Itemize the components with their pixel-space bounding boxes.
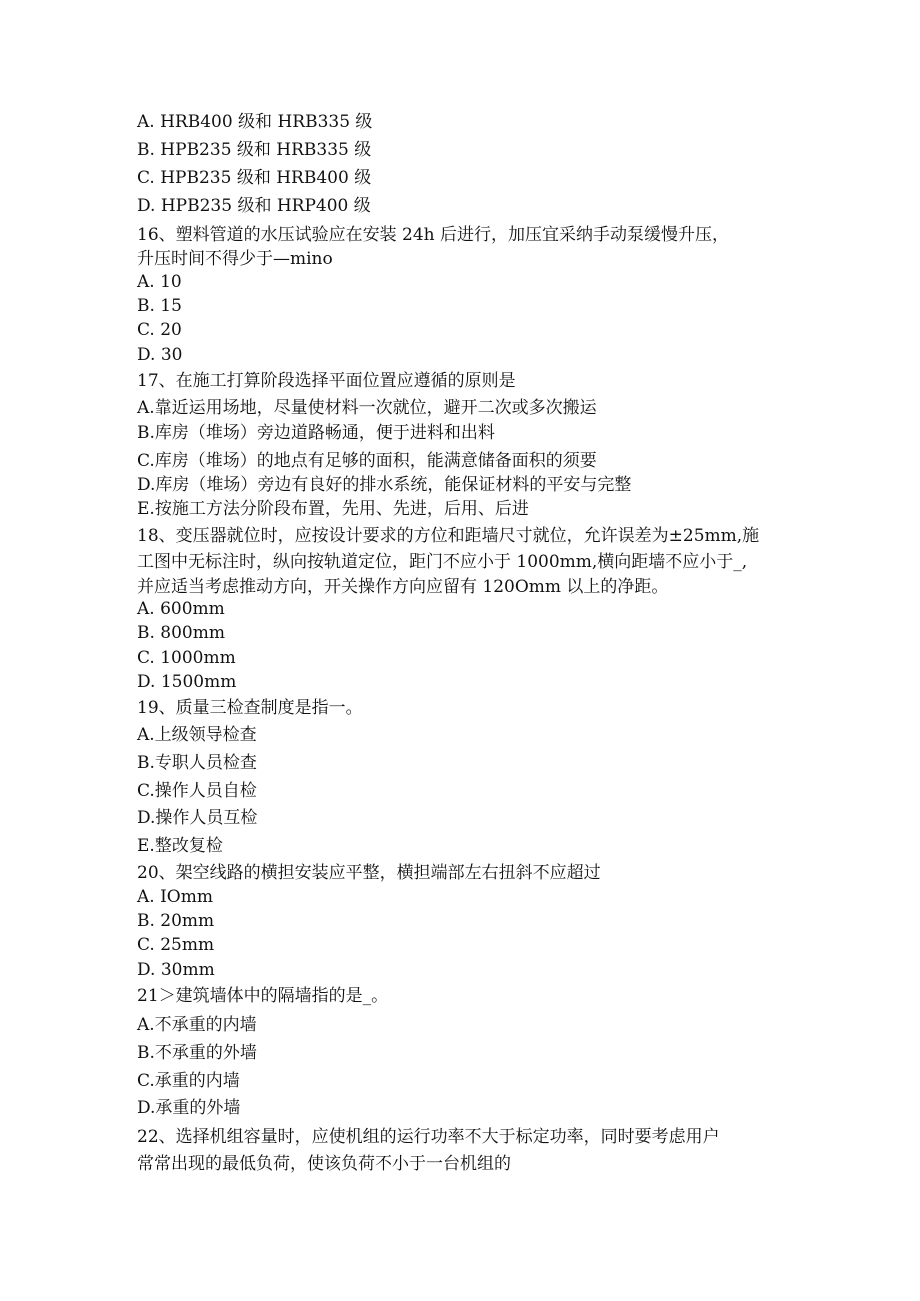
text-line: D.承重的外墙 <box>137 1098 241 1118</box>
text-line: 升压时间不得少于—mino <box>137 249 333 269</box>
text-line: 并应适当考虑推动方向，开关操作方向应留有 120Omm 以上的净距。 <box>137 577 669 597</box>
text-line: 21＞建筑墙体中的隔墙指的是_。 <box>137 986 389 1006</box>
text-line: A. 600mm <box>137 599 225 619</box>
text-line: B. 20mm <box>137 911 215 931</box>
text-line: B.库房（堆场）旁边道路畅通，便于进料和出料 <box>137 423 495 443</box>
text-line: C. 1000mm <box>137 648 236 668</box>
text-line: 16、塑料管道的水压试验应在安装 24h 后进行，加压宜采纳手动泵缓慢升压， <box>137 225 730 245</box>
text-line: E.按施工方法分阶段布置，先用、先进，后用、后进 <box>137 499 529 519</box>
text-line: 19、质量三检查制度是指一。 <box>137 698 363 718</box>
text-line: B. HPB235 级和 HRB335 级 <box>137 140 372 160</box>
text-line: E.整改复检 <box>137 836 223 856</box>
text-line: 20、架空线路的横担安装应平整，横担端部左右扭斜不应超过 <box>137 863 601 883</box>
text-line: D. 1500mm <box>137 672 237 692</box>
text-line: A.靠近运用场地，尽量使材料一次就位，避开二次或多次搬运 <box>137 398 597 418</box>
text-line: D. HPB235 级和 HRP400 级 <box>137 196 371 216</box>
text-line: B.专职人员检查 <box>137 753 257 773</box>
text-line: D. 30mm <box>137 960 215 980</box>
text-line: 18、变压器就位时，应按设计要求的方位和距墙尺寸就位，允许误差为±25mm,施 <box>137 526 760 546</box>
text-line: C.承重的内墙 <box>137 1071 240 1091</box>
text-line: A.不承重的内墙 <box>137 1015 257 1035</box>
text-line: A.上级领导检查 <box>137 725 257 745</box>
text-line: D.操作人员互检 <box>137 808 258 828</box>
text-line: A. IOmm <box>137 887 213 907</box>
text-line: D. 30 <box>137 345 183 365</box>
text-line: 常常出现的最低负荷，使该负荷不小于一台机组的 <box>137 1154 511 1174</box>
text-line: A. 10 <box>137 272 182 292</box>
text-line: B. 800mm <box>137 623 225 643</box>
text-line: C. HPB235 级和 HRB400 级 <box>137 168 372 188</box>
text-line: 17、在施工打算阶段选择平面位置应遵循的原则是 <box>137 371 516 391</box>
text-line: C. 20 <box>137 320 182 340</box>
text-line: B.不承重的外墙 <box>137 1043 257 1063</box>
text-line: C.库房（堆场）的地点有足够的面积，能满意储备面积的须要 <box>137 451 597 471</box>
text-line: C. 25mm <box>137 935 215 955</box>
text-line: C.操作人员自检 <box>137 781 257 801</box>
text-line: D.库房（堆场）旁边有良好的排水系统，能保证材料的平安与完整 <box>137 475 632 495</box>
text-line: B. 15 <box>137 296 182 316</box>
text-line: A. HRB400 级和 HRB335 级 <box>137 112 373 132</box>
text-line: 工图中无标注时，纵向按轨道定位，距门不应小于 1000mm,横向距墙不应小于_, <box>137 552 748 572</box>
text-line: 22、选择机组容量时，应使机组的运行功率不大于标定功率，同时要考虑用户 <box>137 1127 720 1147</box>
